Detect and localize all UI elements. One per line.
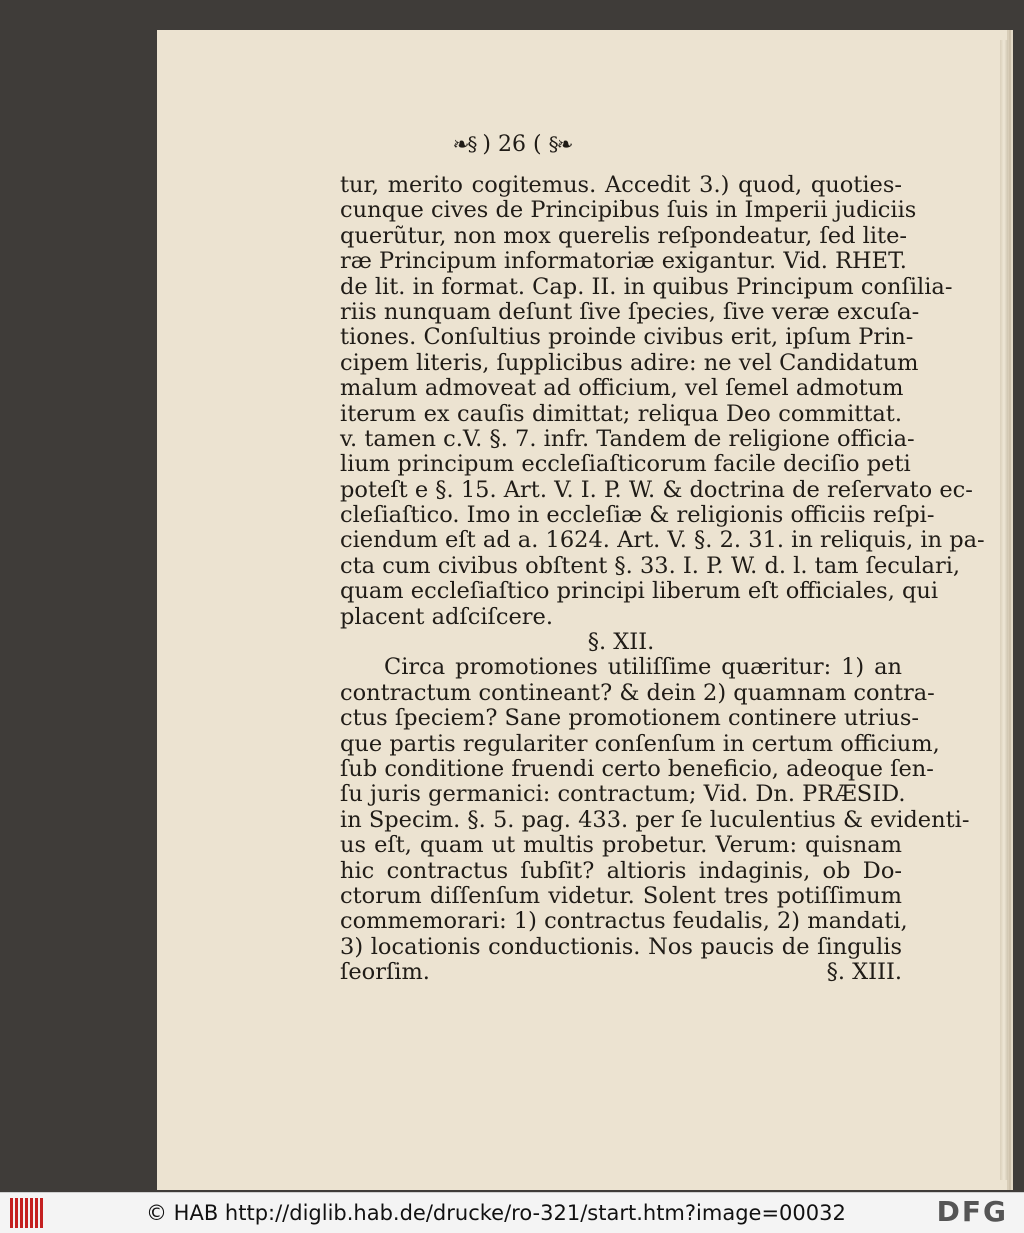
text-line: ciendum eſt ad a. 1624. Art. V. §. 2. 31. in reliquis, in pa- [340,527,985,554]
text-line: in Specim. §. 5. pag. 433. per ſe luculentius & evidenti- [340,806,970,833]
text-line: us eſt, quam ut multis probetur. Verum: quisnam [340,832,902,859]
page-edge [1000,40,1008,1180]
text-line: ſu juris germanici: contractum; Vid. Dn. PRÆSID. [340,781,906,808]
catchword: §. XIII. [826,959,902,986]
text-line: querũtur, non mox querelis reſpondeatur, ſed lite- [340,222,907,249]
text-line: placent adſciſcere. [340,603,554,630]
text-line: iterum ex cauſis dimittat; reliqua Deo committat. [340,400,902,427]
text-line: cta cum civibus obſtent §. 33. I. P. W. d. l. tam ſeculari, [340,552,961,579]
running-head [0,132,1024,157]
text-line: 3) locationis conductionis. Nos paucis de ſingulis [340,933,902,960]
text-line: lium principum eccleſiaſticorum facile deciſio peti [340,451,911,478]
text-line: ræ Principum informatoriæ exigantur. Vid. RHET. [340,248,907,275]
final-word: ſeorſim. [340,959,430,986]
section-heading: §. XII. [587,629,655,656]
body-text [340,172,985,986]
text-line: de lit. in format. Cap. II. in quibus Principum conſilia- [340,273,953,300]
ornament-right: §❧ [548,132,572,156]
text-line: malum admoveat ad officium, vel ſemel admotum [340,375,904,402]
page-number: ) 26 ( [482,132,542,157]
text-line: quam eccleſiaſtico principi liberum eſt officiales, qui [340,578,939,605]
text-line: poteſt e §. 15. Art. V. I. P. W. & doctrina de reſervato ec- [340,476,973,503]
barcode-icon [10,1198,46,1228]
text-line: ſub conditione fruendi certo beneficio, adeoque ſen- [340,755,934,782]
text-line: cleſiaſtico. Imo in eccleſiæ & religionis officiis reſpi- [340,502,935,529]
text-line: tiones. Conſultius proinde civibus erit, ipſum Prin- [340,324,914,351]
text-line: commemorari: 1) contractus feudalis, 2) mandati, [340,908,908,935]
text-line: contractum contineant? & dein 2) quamnam contra- [340,679,935,706]
source-citation-link[interactable]: © HAB http://diglib.hab.de/drucke/ro-321/start.htm?image=00032 [146,1201,846,1225]
text-line: que partis regulariter conſenſum in certum officium, [340,730,940,757]
text-line: hic contractus ſubſit? altioris indaginis, ob Do- [340,857,902,884]
text-line: riis nunquam deſunt ſive ſpecies, ſive veræ excuſa- [340,298,920,325]
text-line: cipem literis, ſupplicibus adire: ne vel Candidatum [340,349,919,376]
text-line: cunque cives de Principibus ſuis in Imperii judiciis [340,197,917,224]
ornament-left: ❧§ [452,132,476,156]
text-line: Circa promotiones utiliſſime quæritur: 1) an [384,654,902,681]
last-line [340,960,902,985]
viewer-footer [0,1192,1024,1233]
text-line: ctorum diſſenſum videtur. Solent tres potiſſimum [340,882,902,909]
text-line: v. tamen c.V. §. 7. infr. Tandem de religione officia- [340,425,915,452]
text-line: ctus ſpeciem? Sane promotionem continere utrius- [340,705,920,732]
text-line: tur, merito cogitemus. Accedit 3.) quod, quoties- [340,172,902,198]
dfg-logo: DFG [936,1195,1008,1228]
